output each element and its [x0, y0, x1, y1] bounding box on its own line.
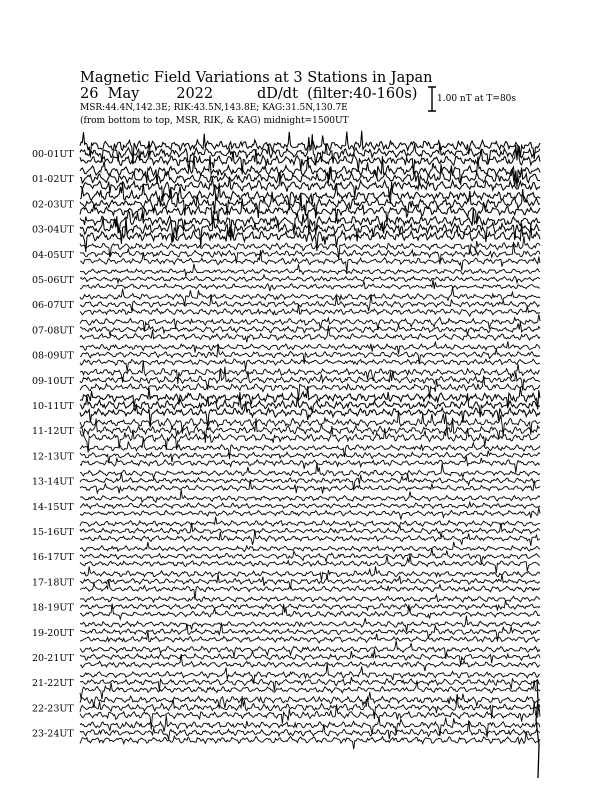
hour-label: 05-06UT	[32, 275, 74, 286]
hour-label: 11-12UT	[32, 426, 74, 438]
msr-trace	[80, 438, 540, 459]
hour-label: 14-15UT	[32, 501, 74, 513]
kag-trace	[80, 604, 540, 620]
late-spike	[536, 680, 539, 778]
hour-label: 00-01UT	[32, 149, 74, 160]
msr-trace	[80, 236, 540, 259]
hour-label: 18-19UT	[32, 602, 74, 614]
rik-trace	[80, 134, 540, 167]
rik-trace	[80, 322, 540, 336]
scale-bar	[428, 87, 436, 111]
rik-trace	[80, 275, 540, 283]
hour-label: 07-08UT	[32, 325, 74, 337]
hour-label: 10-11UT	[32, 401, 74, 412]
hour-label: 21-22UT	[32, 678, 74, 690]
hour-label: 02-03UT	[32, 199, 74, 211]
hour-label: 01-02UT	[32, 174, 74, 186]
trace-order-note: (from bottom to top, MSR, RIK, & KAG) midnight=1500UT	[80, 116, 349, 126]
msr-trace	[80, 490, 540, 503]
hour-label: 20-21UT	[32, 653, 74, 664]
kag-trace	[80, 731, 540, 749]
msr-trace	[80, 595, 540, 602]
station-coordinates: MSR:44.4N,142.3E; RIK:43.5N,143.8E; KAG:31.5N,130.7E	[80, 103, 348, 113]
hour-label: 13-14UT	[32, 476, 74, 488]
kag-trace	[80, 530, 540, 546]
rik-trace	[80, 502, 540, 508]
rik-trace	[80, 418, 540, 443]
hour-label: 15-16UT	[32, 527, 74, 538]
msr-trace	[80, 542, 540, 552]
hour-label: 09-10UT	[32, 375, 74, 387]
hour-label: 06-07UT	[32, 300, 74, 312]
kag-trace	[80, 508, 540, 520]
hour-label: 17-18UT	[32, 577, 74, 589]
hour-label: 16-17UT	[32, 552, 74, 564]
hour-label: 22-23UT	[32, 703, 74, 715]
kag-trace	[80, 479, 540, 493]
rik-trace	[80, 451, 540, 464]
rik-trace	[80, 574, 540, 589]
msr-trace	[80, 264, 540, 276]
hour-label: 08-09UT	[32, 350, 74, 362]
msr-trace	[80, 566, 540, 581]
kag-trace	[80, 632, 540, 644]
chart-title: Magnetic Field Variations at 3 Stations in Japan	[80, 70, 433, 86]
hour-label: 03-04UT	[32, 224, 74, 236]
chart-filter: dD/dt (filter:40-160s)	[257, 86, 418, 102]
kag-trace	[80, 654, 540, 671]
rik-trace	[80, 523, 540, 538]
kag-trace	[80, 280, 540, 292]
rik-trace	[80, 600, 540, 612]
kag-trace	[80, 456, 540, 472]
hour-label: 04-05UT	[32, 249, 74, 261]
msr-trace	[80, 341, 540, 354]
msr-trace	[80, 517, 540, 527]
rik-trace	[80, 188, 540, 219]
kag-trace	[80, 359, 540, 371]
hour-label: 12-13UT	[32, 451, 74, 463]
hour-label: 23-24UT	[32, 728, 74, 740]
chart-date: 26 May 2022	[80, 86, 214, 102]
hour-label: 19-20UT	[32, 627, 74, 639]
scale-bar-label: 1.00 nT at T=80s	[437, 94, 517, 104]
